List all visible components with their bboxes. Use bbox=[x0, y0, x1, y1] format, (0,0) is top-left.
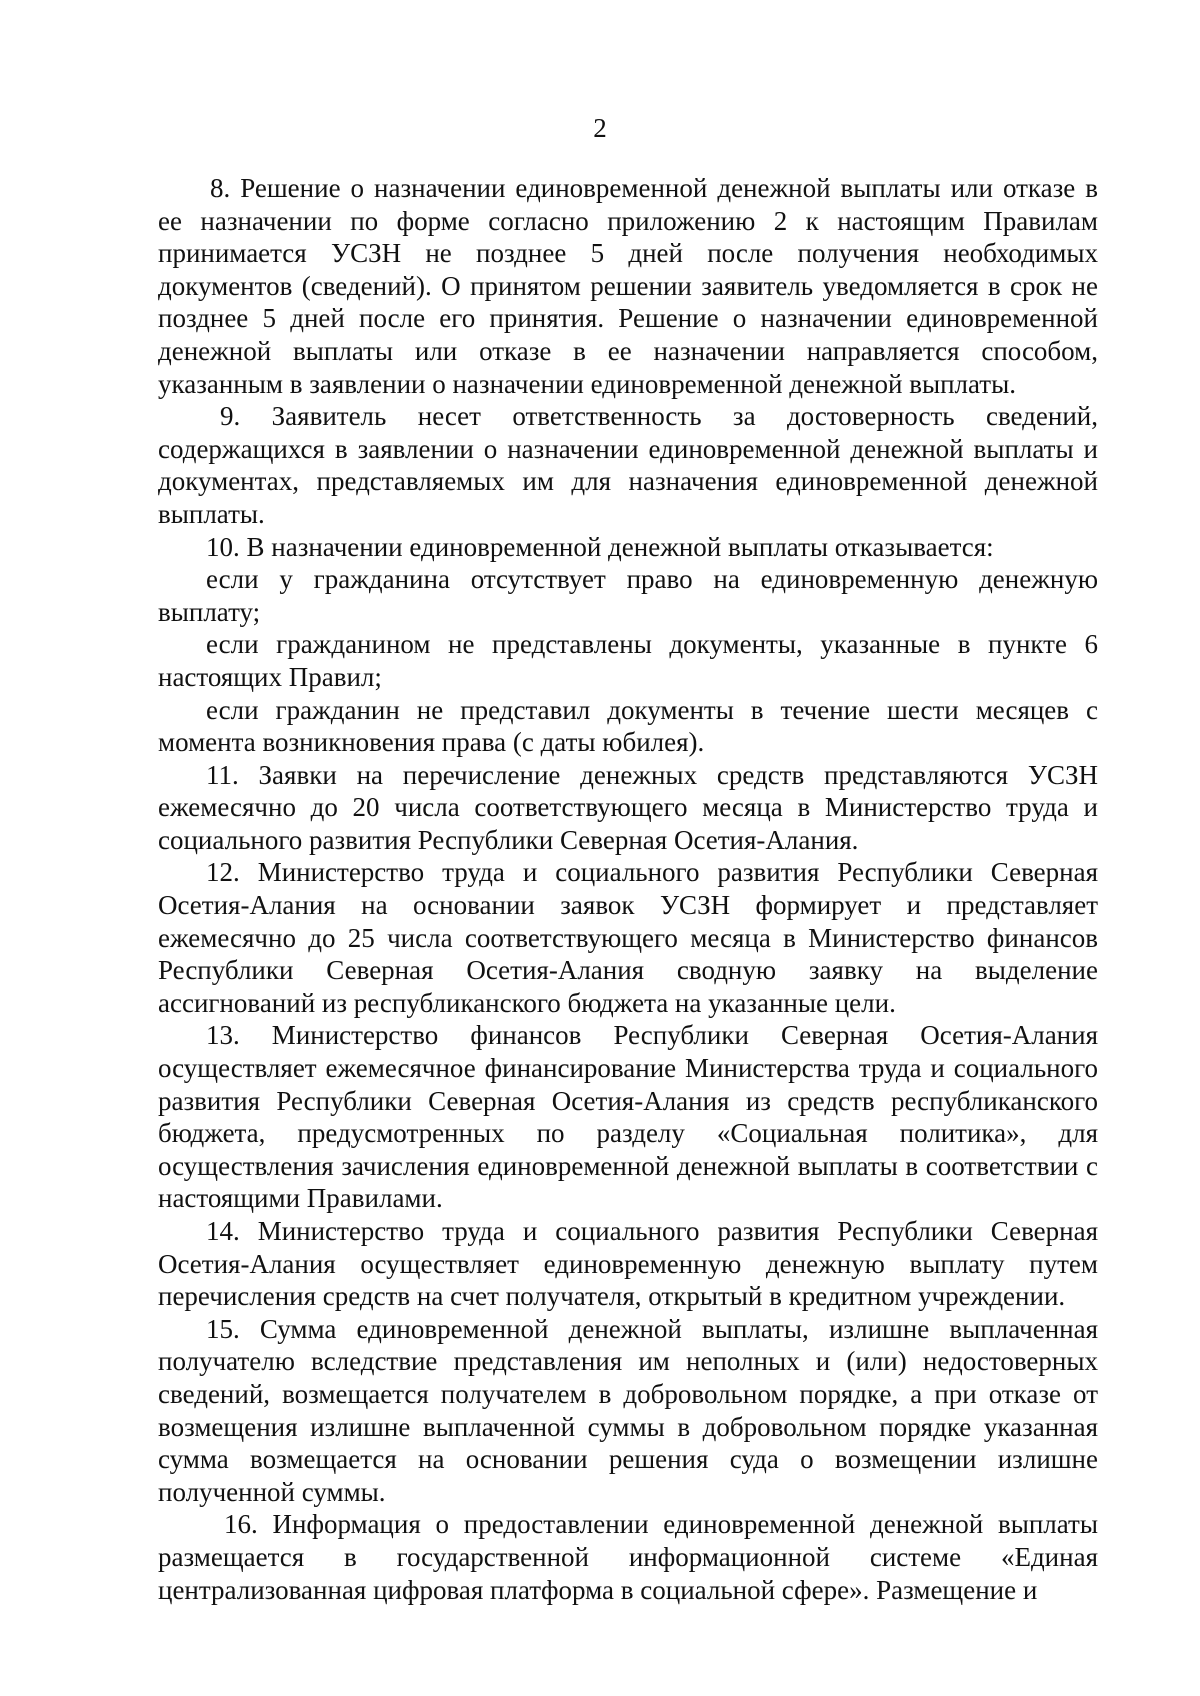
paragraph-11: 11. Заявки на перечисление денежных средств представляются УСЗН ежемесячно до 20 числа соответствующего месяца в Министерство труда и социального развития Республики Северная Осетия-Алания. bbox=[158, 759, 1098, 855]
document-body bbox=[158, 172, 1098, 1606]
paragraph-10: 10. В назначении единовременной денежной выплаты отказывается: bbox=[206, 531, 994, 562]
paragraph-14: 14. Министерство труда и социального развития Республики Северная Осетия-Алания осуществляет единовременную денежную выплату путем перечисления средств на счет получателя, открытый в кредитном учреждении. bbox=[158, 1216, 1098, 1312]
paragraph-8: 8. Решение о назначении единовременной денежной выплаты или отказе в ее назначении по форме согласно приложению 2 к настоящим Правилам принимается УСЗН не позднее 5 дней после получения необходимых документов (сведений). О принятом решении заявитель уведомляется в срок не позднее 5 дней после его принятия. Решение о назначении единовременной денежной выплаты или отказе в ее назначении направляется способом, указанным в заявлении о назначении единовременной денежной выплаты. bbox=[158, 173, 1098, 399]
refusal-reason-3: если гражданин не представил документы в течение шести месяцев с момента возникновения права (с даты юбилея). bbox=[158, 694, 1098, 758]
refusal-reason-2: если гражданином не представлены документы, указанные в пункте 6 настоящих Правил; bbox=[158, 629, 1098, 692]
paragraph-15: 15. Сумма единовременной денежной выплаты, излишне выплаченная получателю вследствие представления им неполных и (или) недостоверных сведений, возмещается получателем в добровольном порядке, а при отказе от возмещения излишне выплаченной суммы в добровольном порядке указанная сумма возмещается на основании решения суда о возмещении излишне полученной суммы. bbox=[158, 1313, 1098, 1507]
refusal-reason-1: если у гражданина отсутствует право на единовременную денежную выплату; bbox=[158, 564, 1098, 627]
page-number: 2 bbox=[593, 113, 607, 143]
paragraph-13: 13. Министерство финансов Республики Северная Осетия-Алания осуществляет ежемесячное финансирование Министерства труда и социального развития Республики Северная Осетия-Алания из средств республиканского бюджета, предусмотренных по разделу «Социальная политика», для осуществления зачисления единовременной денежной выплаты в соответствии с настоящими Правилами. bbox=[158, 1020, 1098, 1214]
paragraph-9: 9. Заявитель несет ответственность за достоверность сведений, содержащихся в заявлении о назначении единовременной денежной выплаты и документах, представляемых им для назначения единовременной денежной выплаты. bbox=[158, 401, 1098, 529]
paragraph-16: 16. Информация о предоставлении единовременной денежной выплаты размещается в государственной информационной системе «Единая централизованная цифровая платформа в социальной сфере». Размещение и bbox=[158, 1509, 1098, 1605]
paragraph-12: 12. Министерство труда и социального развития Республики Северная Осетия-Алания на основании заявок УСЗН формирует и представляет ежемесячно до 25 числа соответствующего месяца в Министерство финансов Республики Северная Осетия-Алания сводную заявку на выделение ассигнований из республиканского бюджета на указанные цели. bbox=[158, 857, 1098, 1018]
